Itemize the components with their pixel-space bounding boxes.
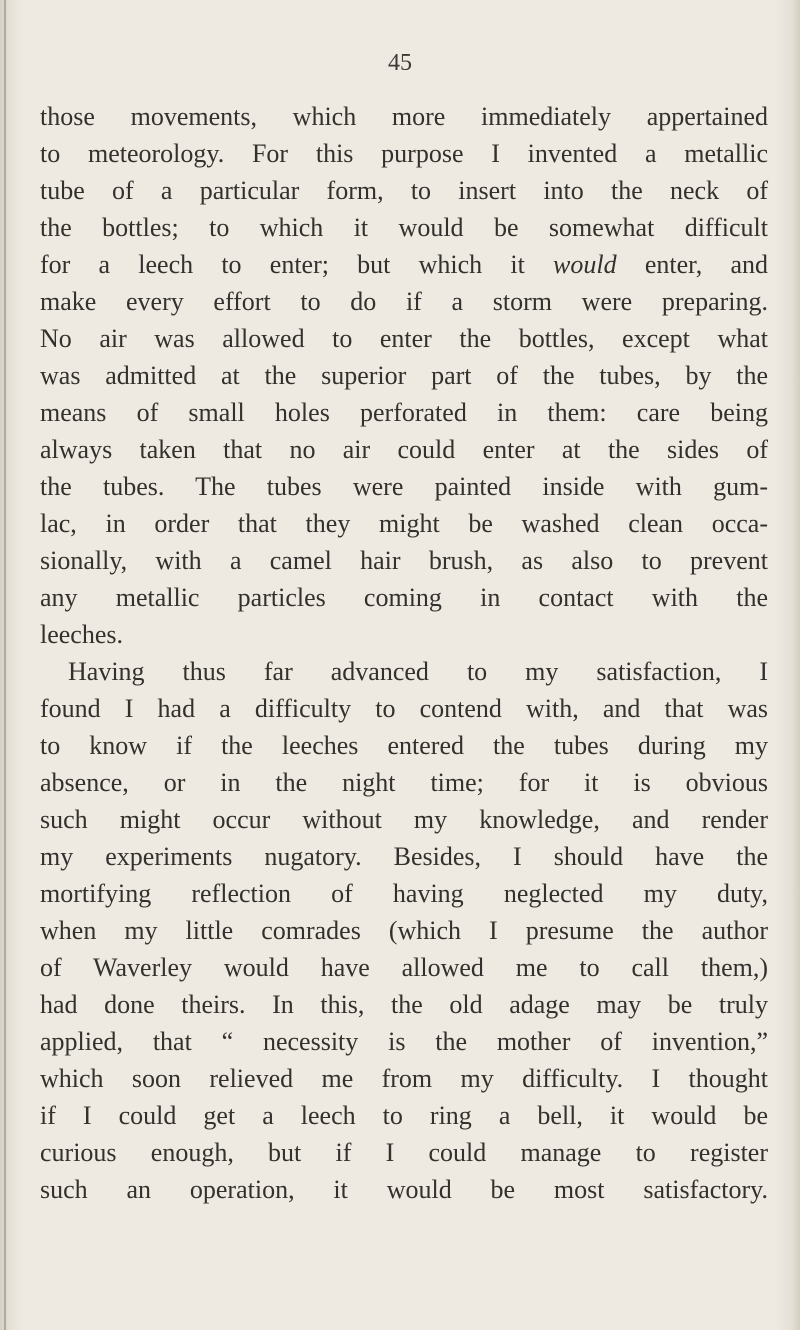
text-line-3: tube of a particular form, to insert into the neck of [40, 176, 768, 205]
text-line-25: had done theirs. In this, the old adage may be truly [40, 990, 768, 1019]
text-line-20: such might occur without my knowledge, and render [40, 805, 768, 834]
text-line-26: applied, that “ necessity is the mother of invention,” [40, 1027, 768, 1056]
text-line-7: No air was allowed to enter the bottles, except what [40, 324, 768, 353]
text-line-21: my experiments nugatory. Besides, I should have the [40, 842, 768, 871]
text-line-2: to meteorology. For this purpose I invented a metallic [40, 139, 768, 168]
text-line-29: curious enough, but if I could manage to register [40, 1138, 768, 1167]
text-line-24: of Waverley would have allowed me to call them,) [40, 953, 768, 982]
text-line-22: mortifying reflection of having neglected my duty, [40, 879, 768, 908]
page-number: 45 [388, 50, 412, 76]
text-line-8: was admitted at the superior part of the tubes, by the [40, 361, 768, 390]
text-line-30: such an operation, it would be most satisfactory. [40, 1175, 768, 1204]
text-line-5-part-1: for a leech to enter; but which it [40, 250, 554, 279]
page-gutter-shadow [4, 0, 6, 1330]
text-line-12: lac, in order that they might be washed clean occa- [40, 509, 768, 538]
text-line-19: absence, or in the night time; for it is obvious [40, 768, 768, 797]
text-line-1: those movements, which more immediately appertained [40, 102, 768, 131]
text-line-10: always taken that no air could enter at the sides of [40, 435, 768, 464]
text-line-4: the bottles; to which it would be somewhat difficult [40, 213, 768, 242]
text-line-14: any metallic particles coming in contact with the [40, 583, 768, 612]
text-line-5-italic-word: would [553, 250, 617, 279]
text-line-13: sionally, with a camel hair brush, as also to prevent [40, 546, 768, 575]
text-line-5-part-2: enter, and [616, 250, 768, 279]
text-line-9: means of small holes perforated in them: care being [40, 398, 768, 427]
text-line-17: found I had a difficulty to contend with, and that was [40, 694, 768, 723]
text-line-15: leeches. [40, 620, 124, 649]
text-line-28: if I could get a leech to ring a bell, it would be [40, 1101, 768, 1130]
text-line-27: which soon relieved me from my difficulty. I thought [40, 1064, 768, 1093]
text-line-11: the tubes. The tubes were painted inside with gum- [40, 472, 768, 501]
text-line-6: make every effort to do if a storm were preparing. [40, 287, 768, 316]
text-line-16: Having thus far advanced to my satisfaction, I [68, 657, 768, 686]
text-line-5 [40, 246, 768, 283]
text-line-23: when my little comrades (which I presume the author [40, 916, 768, 945]
text-line-18: to know if the leeches entered the tubes during my [40, 731, 768, 760]
page-body-text [40, 98, 768, 1208]
